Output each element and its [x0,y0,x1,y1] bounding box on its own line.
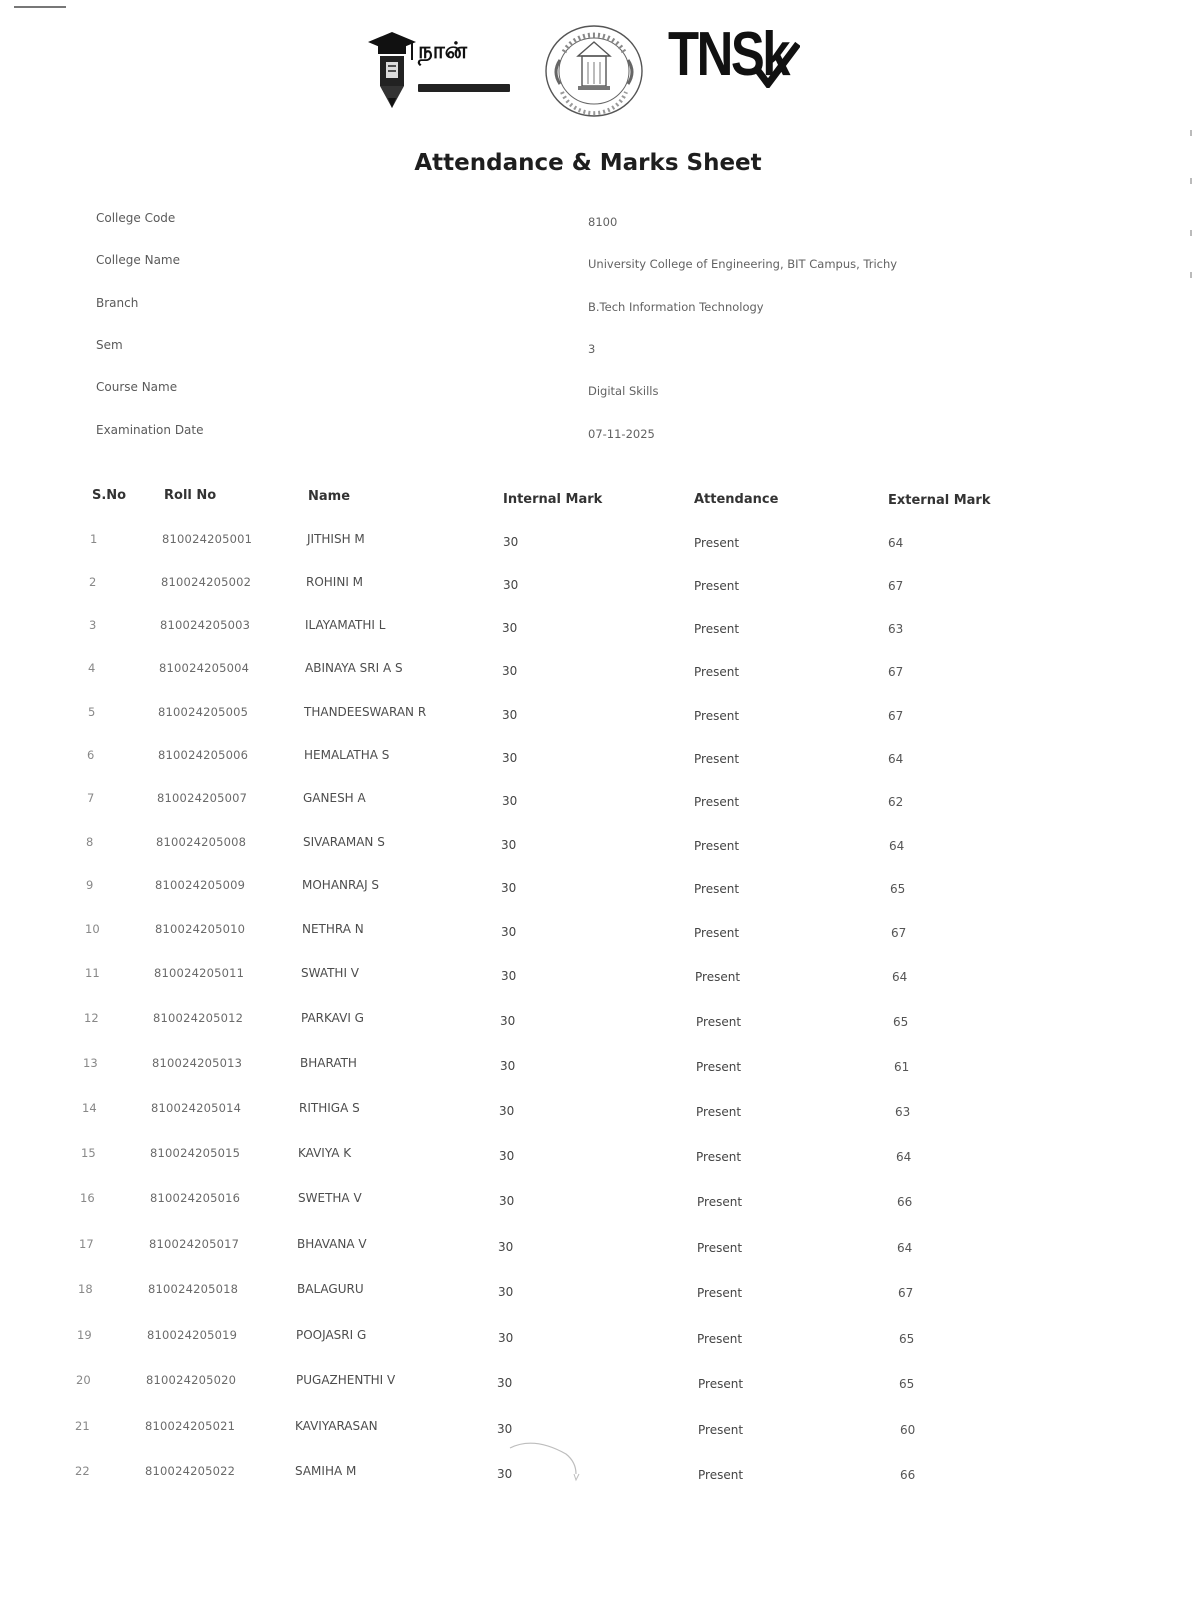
cell-roll-no: 810024205005 [158,705,249,719]
cell-internal-mark: 30 [497,1422,513,1436]
cell-external-mark: 65 [890,882,906,896]
info-label: College Name [96,253,180,267]
cell-internal-mark: 30 [501,838,517,852]
cell-attendance: Present [694,926,740,940]
cell-attendance: Present [694,795,740,809]
cell-attendance: Present [697,1195,743,1209]
cell-attendance: Present [698,1423,744,1437]
cell-sno: 4 [88,661,96,675]
cell-attendance: Present [694,665,740,679]
cell-internal-mark: 30 [497,1467,513,1481]
cell-name: SIVARAMAN S [303,835,385,849]
naan-logo-text: நான் [418,38,468,64]
tnsk-logo [666,20,802,118]
cell-name: ABINAYA SRI A S [305,661,403,675]
cell-attendance: Present [694,752,740,766]
cell-sno: 19 [77,1328,92,1342]
cell-roll-no: 810024205012 [153,1011,244,1025]
info-value: B.Tech Information Technology [588,300,764,314]
cell-attendance: Present [698,1377,744,1391]
cell-internal-mark: 30 [499,1149,515,1163]
info-row-sem [0,338,1100,362]
column-header-roll-no: Roll No [164,488,217,503]
cell-internal-mark: 30 [500,1014,516,1028]
cell-name: JITHISH M [307,532,365,546]
cell-attendance: Present [696,1150,742,1164]
cell-sno: 14 [82,1101,97,1115]
cell-roll-no: 810024205008 [156,835,247,849]
cell-internal-mark: 30 [499,1104,515,1118]
cell-roll-no: 810024205006 [158,748,249,762]
cell-internal-mark: 30 [498,1285,514,1299]
cell-roll-no: 810024205014 [151,1101,242,1115]
cell-sno: 10 [85,922,100,936]
cell-name: ILAYAMATHI L [305,618,386,632]
cell-sno: 15 [81,1146,96,1160]
cell-attendance: Present [697,1332,743,1346]
info-value: 3 [588,342,596,356]
cell-external-mark: 67 [888,665,904,679]
cell-attendance: Present [694,709,740,723]
cell-roll-no: 810024205001 [162,532,253,546]
cell-attendance: Present [694,536,740,550]
cell-sno: 17 [79,1237,94,1251]
table-row [0,922,1100,946]
cell-internal-mark: 30 [501,925,517,939]
cell-sno: 21 [75,1419,90,1433]
cell-sno: 13 [83,1056,98,1070]
cell-internal-mark: 30 [500,1059,516,1073]
table-row [0,618,1100,642]
cell-name: HEMALATHA S [304,748,390,762]
info-row-branch [0,296,1100,320]
graduation-cap-icon [366,26,418,112]
cell-sno: 5 [88,705,96,719]
cell-name: MOHANRAJ S [302,878,380,892]
cell-roll-no: 810024205015 [150,1146,241,1160]
cell-internal-mark: 30 [499,1194,515,1208]
cell-sno: 16 [80,1191,95,1205]
page-title: Attendance & Marks Sheet [414,150,762,176]
info-row-examination-date [0,423,1100,447]
cell-name: SAMIHA M [295,1464,357,1478]
table-row [0,966,1100,990]
info-row-college-name [0,253,1100,277]
cell-roll-no: 810024205004 [159,661,250,675]
cell-sno: 12 [84,1011,99,1025]
info-label: Branch [96,296,139,310]
cell-external-mark: 67 [891,926,907,940]
table-row [0,878,1100,902]
cell-sno: 9 [86,878,94,892]
cell-sno: 6 [87,748,95,762]
cell-roll-no: 810024205007 [157,791,248,805]
table-row [0,705,1100,729]
cell-external-mark: 65 [893,1015,909,1029]
table-row [0,1191,1100,1215]
cell-external-mark: 64 [897,1241,913,1255]
naan-mudhalvan-logo [366,26,516,112]
info-label: College Code [96,211,176,225]
table-row [0,1328,1100,1352]
info-value: 07-11-2025 [588,427,655,441]
cell-attendance: Present [696,1060,742,1074]
cell-internal-mark: 30 [498,1331,514,1345]
check-mark-icon [754,38,800,88]
cell-name: BHAVANA V [297,1237,367,1251]
cell-roll-no: 810024205020 [146,1373,237,1387]
cell-name: ROHINI M [306,575,364,589]
logo-header [366,22,806,122]
cell-name: SWATHI V [301,966,360,980]
cell-external-mark: 64 [888,536,904,550]
table-row [0,1237,1100,1261]
cell-sno: 2 [89,575,97,589]
column-header-sno: S.No [92,488,127,503]
cell-sno: 3 [89,618,97,632]
cell-name: RITHIGA S [299,1101,360,1115]
cell-attendance: Present [697,1241,743,1255]
cell-external-mark: 63 [895,1105,911,1119]
column-header-external-mark: External Mark [888,493,991,508]
cell-roll-no: 810024205021 [145,1419,236,1433]
table-row [0,1056,1100,1080]
cell-sno: 11 [85,966,100,980]
cell-external-mark: 65 [899,1332,915,1346]
table-row [0,791,1100,815]
info-label: Examination Date [96,423,204,437]
naan-logo-strip [418,84,510,92]
pen-stroke-mark [504,1434,594,1484]
table-row [0,835,1100,859]
cell-internal-mark: 30 [502,751,518,765]
info-row-college-code [0,211,1100,235]
cell-name: GANESH A [303,791,366,805]
cell-attendance: Present [697,1286,743,1300]
cell-internal-mark: 30 [502,794,518,808]
cell-roll-no: 810024205010 [155,922,246,936]
table-row [0,748,1100,772]
cell-roll-no: 810024205016 [150,1191,241,1205]
table-row [0,1373,1100,1397]
cell-external-mark: 63 [888,622,904,636]
cell-external-mark: 62 [888,795,904,809]
info-value: University College of Engineering, BIT Campus, Trichy [588,257,898,271]
table-row [0,1011,1100,1035]
table-row [0,661,1100,685]
cell-attendance: Present [698,1468,744,1482]
scan-artifact [14,6,66,8]
cell-name: PUGAZHENTHI V [296,1373,396,1387]
cell-sno: 20 [76,1373,91,1387]
cell-attendance: Present [694,839,740,853]
cell-attendance: Present [694,882,740,896]
cell-internal-mark: 30 [501,969,517,983]
cell-name: KAVIYARASAN [295,1419,378,1433]
cell-sno: 7 [87,791,95,805]
table-row [0,1101,1100,1125]
cell-roll-no: 810024205011 [154,966,245,980]
cell-external-mark: 67 [888,579,904,593]
cell-attendance: Present [694,579,740,593]
cell-name: PARKAVI G [301,1011,364,1025]
government-seal-icon [542,22,646,120]
cell-internal-mark: 30 [501,881,517,895]
info-value: Digital Skills [588,384,659,398]
cell-external-mark: 60 [900,1423,916,1437]
cell-roll-no: 810024205002 [161,575,252,589]
table-row [0,1146,1100,1170]
cell-name: BALAGURU [297,1282,364,1296]
info-value: 8100 [588,215,618,229]
cell-attendance: Present [694,622,740,636]
info-label: Course Name [96,380,178,394]
cell-roll-no: 810024205022 [145,1464,236,1478]
cell-external-mark: 64 [888,752,904,766]
column-header-name: Name [308,489,351,504]
cell-external-mark: 65 [899,1377,915,1391]
info-row-course-name [0,380,1100,404]
cell-internal-mark: 30 [502,621,518,635]
cell-name: SWETHA V [298,1191,362,1205]
cell-attendance: Present [695,970,741,984]
column-header-attendance: Attendance [694,492,779,507]
cell-name: THANDEESWARAN R [304,705,427,719]
cell-external-mark: 67 [888,709,904,723]
cell-name: BHARATH [300,1056,357,1070]
tnsk-logo-text: TNSk [668,20,789,89]
cell-external-mark: 64 [896,1150,912,1164]
cell-internal-mark: 30 [503,578,519,592]
cell-internal-mark: 30 [503,535,519,549]
cell-name: NETHRA N [302,922,364,936]
info-label: Sem [96,338,123,352]
cell-external-mark: 64 [889,839,905,853]
cell-roll-no: 810024205019 [147,1328,238,1342]
cell-sno: 1 [90,532,98,546]
cell-internal-mark: 30 [502,664,518,678]
cell-attendance: Present [696,1105,742,1119]
cell-sno: 8 [86,835,94,849]
cell-roll-no: 810024205017 [149,1237,240,1251]
cell-name: KAVIYA K [298,1146,352,1160]
cell-sno: 18 [78,1282,93,1296]
cell-roll-no: 810024205013 [152,1056,243,1070]
cell-sno: 22 [75,1464,90,1478]
cell-roll-no: 810024205018 [148,1282,239,1296]
cell-internal-mark: 30 [497,1376,513,1390]
cell-roll-no: 810024205009 [155,878,246,892]
table-row [0,1282,1100,1306]
cell-internal-mark: 30 [502,708,518,722]
cell-external-mark: 66 [897,1195,913,1209]
cell-attendance: Present [696,1015,742,1029]
cell-external-mark: 61 [894,1060,910,1074]
cell-external-mark: 64 [892,970,908,984]
cell-roll-no: 810024205003 [160,618,251,632]
column-header-internal-mark: Internal Mark [503,492,603,507]
cell-internal-mark: 30 [498,1240,514,1254]
table-row [0,532,1100,556]
scan-specks [1190,130,1194,280]
cell-external-mark: 67 [898,1286,914,1300]
cell-external-mark: 66 [900,1468,916,1482]
cell-name: POOJASRI G [296,1328,367,1342]
table-row [0,575,1100,599]
